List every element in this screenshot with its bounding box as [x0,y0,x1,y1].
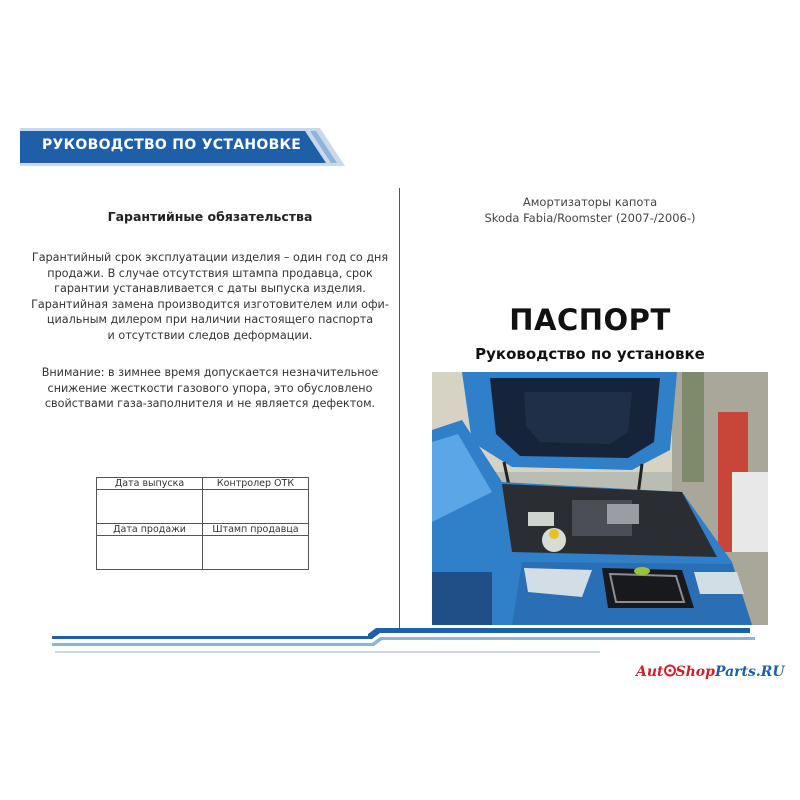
passport-title: ПАСПОРТ [509,303,671,337]
warranty-title: Гарантийные обязательства [107,209,313,224]
notice-line: снижение жесткости газового упора, это обусловлено [47,381,373,395]
notice-line: Внимание: в зимнее время допускается незначительное [41,366,379,379]
warranty-line: гарантии устанавливается с даты выпуска изделия. [54,282,366,295]
watermark-prefix: Aut [636,664,664,680]
passport-subtitle: Руководство по установке [475,345,705,363]
release-date-label: Дата выпуска [114,478,185,489]
table-divider-horizontal [97,489,308,490]
qc-inspector-label: Контролер ОТК [216,478,295,489]
warranty-line: и отсутствии следов деформации. [107,328,313,342]
stamp-table [96,477,309,570]
brand-watermark [636,664,785,680]
center-divider [399,188,400,628]
notice-line: свойствами газа-заполнителя и не является дефектом. [44,397,376,410]
product-name [412,194,768,226]
warranty-line: Гарантийный срок эксплуатации изделия – один год со дня [31,251,389,264]
watermark-suffix: Parts.RU [714,664,785,680]
sale-date-label: Дата продажи [113,524,186,535]
notice-paragraph [22,365,398,412]
table-divider-horizontal [97,535,308,536]
warranty-line: продажи. В случае отсутствия штампа продавца, срок [47,266,373,280]
car-photo [432,372,768,625]
product-line: Амортизаторы капота [522,195,658,209]
seller-stamp-label: Штамп продавца [212,524,299,535]
watermark-middle: Shop [675,664,715,680]
warranty-line: Гарантийная замена производится изготовителем или офи- [31,297,389,311]
warranty-paragraph [22,250,398,343]
header-title: РУКОВОДСТВО ПО УСТАНОВКЕ [42,137,302,153]
watermark-wheel-icon [664,664,676,677]
footer-decorative-lines [0,628,800,658]
warranty-line: циальным дилером при наличии настоящего паспорта [46,313,374,326]
product-model: Skoda Fabia/Roomster (2007-/2006-) [484,211,696,225]
